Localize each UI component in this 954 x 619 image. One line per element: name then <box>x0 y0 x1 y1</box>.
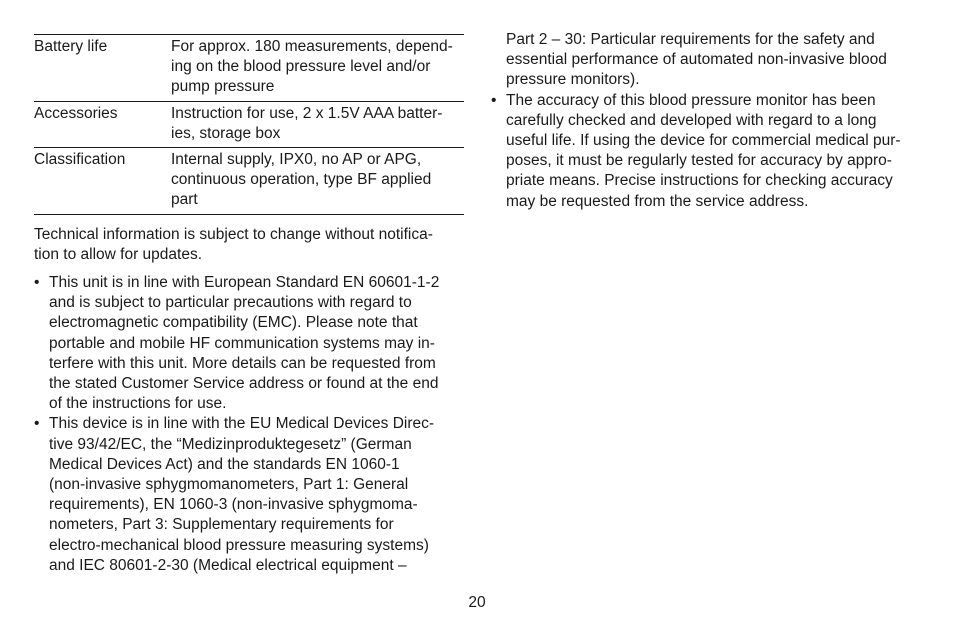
text-line: poses, it must be regularly tested for accuracy by appro- <box>506 152 892 170</box>
text-line: part <box>171 191 198 209</box>
text-line: Instruction for use, 2 x 1.5V AAA batter- <box>171 104 443 122</box>
bullet-icon: • <box>34 274 40 292</box>
text-line: essential performance of automated non-invasive blood <box>506 51 887 69</box>
bullet-list <box>34 273 464 576</box>
text-line: and IEC 80601-2-30 (Medical electrical equipment – <box>49 556 407 574</box>
bullet-icon: • <box>34 415 40 433</box>
left-column <box>34 34 464 576</box>
technical-note <box>34 225 464 265</box>
text-line: Internal supply, IPX0, no AP or APG, <box>171 151 422 169</box>
table-row <box>34 148 464 215</box>
text-line: and is subject to particular precautions with regard to <box>49 294 412 312</box>
text-line: pump pressure <box>171 78 275 96</box>
text-line: may be requested from the service address. <box>506 192 809 210</box>
text-line: the stated Customer Service address or found at the end <box>49 375 439 393</box>
table-row <box>34 35 464 102</box>
text-line: continuous operation, type BF applied <box>171 171 432 189</box>
list-item <box>34 414 464 576</box>
specification-table <box>34 34 464 215</box>
text-line: electromagnetic compatibility (EMC). Please note that <box>49 314 418 332</box>
text-line: requirements), EN 1060-3 (non-invasive sphygmoma- <box>49 496 418 514</box>
text-line: terfere with this unit. More details can be requested from <box>49 354 436 372</box>
text-line: The accuracy of this blood pressure monitor has been <box>506 91 876 109</box>
text-line: This unit is in line with European Standard EN 60601-1-2 <box>49 274 440 292</box>
page-number: 20 <box>468 594 486 611</box>
text-line: tive 93/42/EC, the “Medizinproduktegesetz” (German <box>49 435 412 453</box>
bullet-icon: • <box>491 91 497 109</box>
text-line: Technical information is subject to change without notifica- <box>34 225 433 243</box>
spec-value <box>171 35 464 102</box>
text-line: priate means. Precise instructions for checking accuracy <box>506 172 893 190</box>
text-line: useful life. If using the device for commercial medical pur- <box>506 132 901 150</box>
text-line: ing on the blood pressure level and/or <box>171 58 431 76</box>
table-row <box>34 101 464 147</box>
spec-value <box>171 148 464 215</box>
text-line: nometers, Part 3: Supplementary requirements for <box>49 516 394 534</box>
spec-value <box>171 101 464 147</box>
bullet-list <box>491 91 921 212</box>
text-line: For approx. 180 measurements, depend- <box>171 38 453 55</box>
right-column <box>491 30 921 212</box>
text-line: pressure monitors). <box>506 71 640 89</box>
spec-label: Classification <box>34 148 171 215</box>
continued-text <box>491 30 921 91</box>
list-item <box>34 273 464 414</box>
text-line: electro-mechanical blood pressure measuring systems) <box>49 536 429 554</box>
text-line: This device is in line with the EU Medical Devices Direc- <box>49 415 435 433</box>
spec-label: Battery life <box>34 35 171 102</box>
text-line: carefully checked and developed with regard to a long <box>506 111 877 129</box>
text-line: (non-invasive sphygmomanometers, Part 1: General <box>49 476 409 494</box>
text-line: portable and mobile HF communication systems may in- <box>49 334 435 352</box>
spec-label: Accessories <box>34 101 171 147</box>
text-line: Medical Devices Act) and the standards EN 1060-1 <box>49 455 400 473</box>
text-line: of the instructions for use. <box>49 395 227 413</box>
text-line: tion to allow for updates. <box>34 245 203 263</box>
text-line: Part 2 – 30: Particular requirements for the safety and <box>506 31 875 48</box>
text-line: ies, storage box <box>171 124 281 142</box>
list-item <box>491 91 921 212</box>
